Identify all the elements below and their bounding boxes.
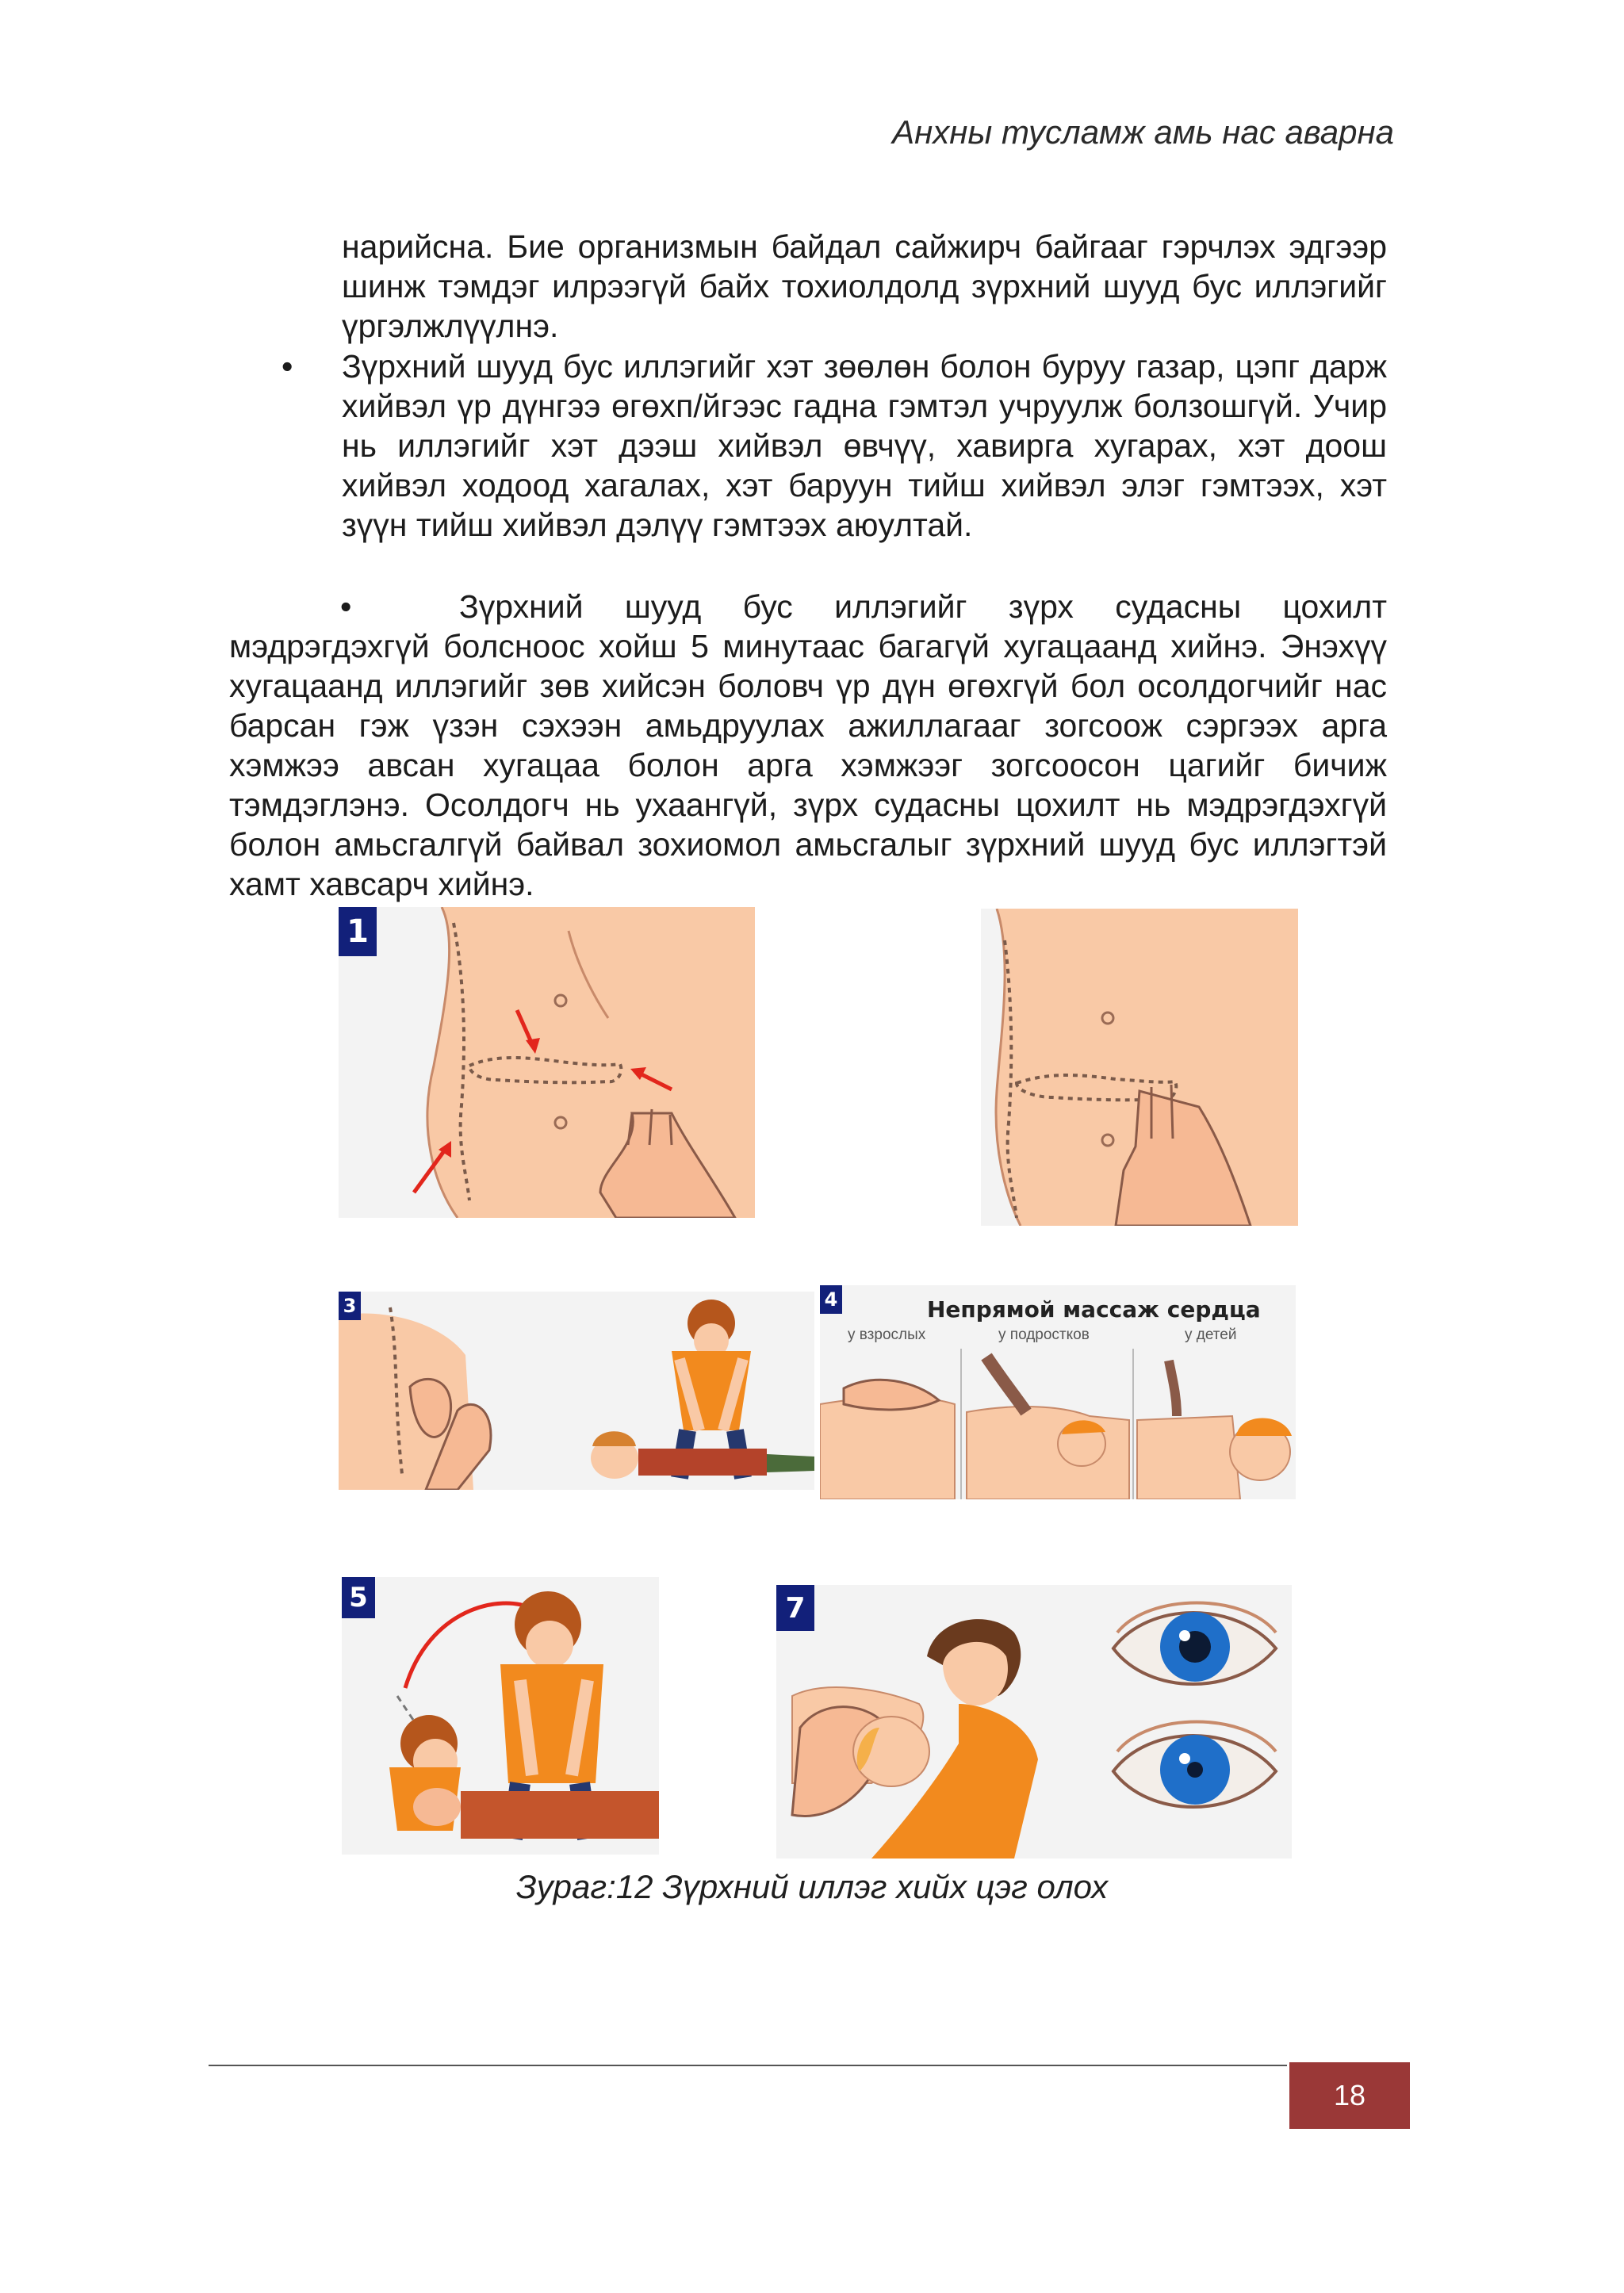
figure-panel-4 <box>820 1285 1296 1499</box>
figure-title: Непрямой массаж сердца <box>927 1296 1261 1323</box>
figure-number-badge: 3 <box>339 1292 361 1320</box>
figure-panel-2 <box>981 909 1298 1226</box>
bullet-marker: • <box>282 348 293 385</box>
bullet-item <box>282 346 1387 545</box>
figure-subtitle-children: у детей <box>1185 1326 1237 1343</box>
paragraph-continuation: нарийсна. Бие организмын байдал сайжирч байгааг гэрчлэх эдгээр шинж тэмдэг илрээгүй байх тохиолдолд зүрхний шууд бус иллэгийг үргэлжлүүлнэ. <box>342 228 1387 344</box>
figure-number-badge: 5 <box>342 1577 375 1618</box>
figure-panel-7 <box>776 1585 1292 1859</box>
chest-landmark-illustration <box>339 907 755 1218</box>
footer-divider <box>209 2065 1287 2066</box>
paragraph-bullet-inline <box>229 587 1387 904</box>
figure-number-badge: 4 <box>820 1285 842 1314</box>
figure-panel-5 <box>342 1577 659 1855</box>
figure-subtitle-adults: у взрослых <box>848 1326 926 1343</box>
figure-panel-1 <box>339 907 755 1218</box>
finger-placement-illustration <box>981 909 1298 1226</box>
figure-subtitle-teens: у подростков <box>998 1326 1090 1343</box>
compression-by-age-illustration <box>820 1285 1296 1499</box>
pupil-check-illustration <box>776 1585 1292 1859</box>
rescue-breathing-illustration <box>342 1577 659 1855</box>
figure-number-badge: 1 <box>339 907 377 956</box>
running-header: Анхны тусламж амь нас аварна <box>892 113 1394 151</box>
figure-caption: Зураг:12 Зүрхний иллэг хийх цэг олох <box>515 1868 1109 1905</box>
cpr-compression-illustration <box>339 1292 814 1490</box>
paragraph-text: Зүрхний шууд бус иллэгийг зүрх судасны цохилт мэдрэгдэхгүй болсноос хойш 5 минутаас багагүй хугацаанд хийнэ. Энэхүү хугацаанд иллэгийг зөв хийсэн боловч үр дүн өгөхгүй бол осолдогчийг нас барсан гэж үзэн сэхээн амьдруулах ажиллагааг зогсоож сэргээх арга хэмжээ авсан хугацаа болон арга хэмжээг зогсоосон цагийг бичиж тэмдэглэнэ. Осолдогч нь ухаангүй, зүрх судасны цохилт нь мэдрэгдэхгүй болон амьсгалгүй байвал зохиомол амьсгалыг зүрхний шууд бус иллэгтэй хамт хавсарч хийнэ. <box>229 588 1387 902</box>
figure-panel-3 <box>339 1292 814 1490</box>
figure-number-badge: 7 <box>776 1585 814 1631</box>
bullet-marker: • <box>340 588 352 625</box>
bullet-text: Зүрхний шууд бус иллэгийг хэт зөөлөн болон буруу газар, цэпг дарж хийвэл үр дүнгээ өгөхп/йгээс гадна гэмтэл учруулж болзошгүй. Учир нь иллэгийг хэт дээш хийвэл өвчүү, хавирга хугарах, хэт доош хийвэл ходоод хагалах, хэт баруун тийш хийвэл элэг гэмтээх, хэт зүүн тийш хийвэл дэлүү гэмтээх аюултай. <box>342 348 1387 543</box>
page-number: 18 <box>1289 2062 1410 2129</box>
